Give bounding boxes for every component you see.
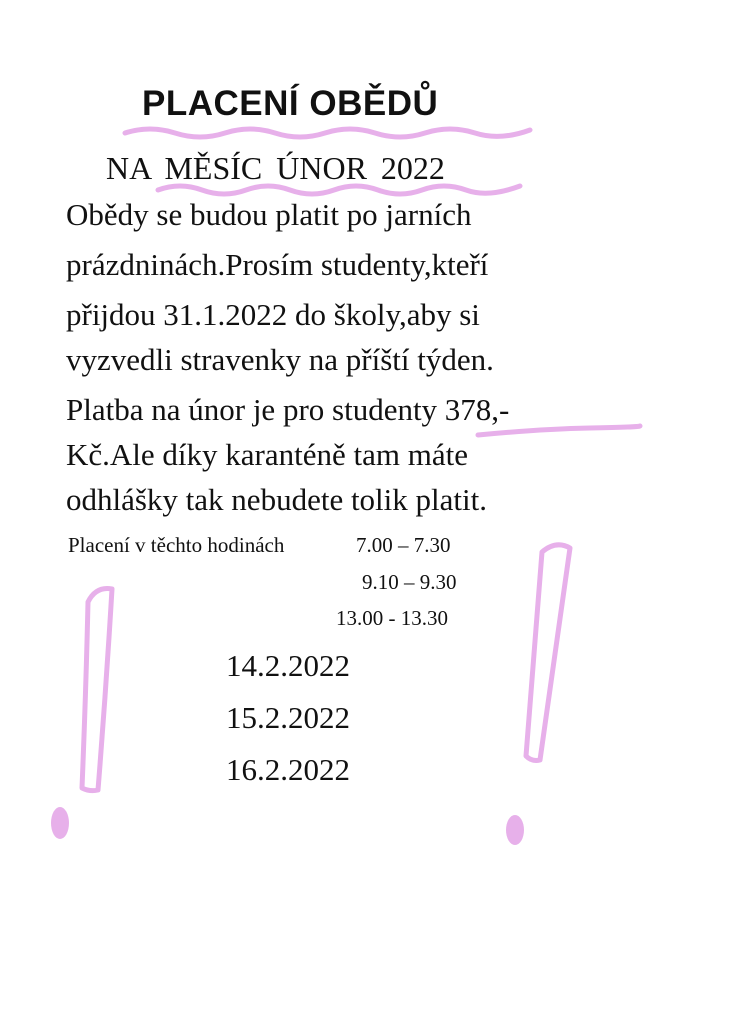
title-wavy-underline bbox=[125, 129, 530, 137]
hours-slot: 9.10 – 9.30 bbox=[362, 570, 457, 594]
hours-slot: 7.00 – 7.30 bbox=[356, 533, 451, 557]
right-exclamation-dot bbox=[506, 815, 524, 845]
body-line: prázdninách.Prosím studenty,kteří bbox=[66, 247, 489, 282]
page-title: PLACENÍ OBĚDŮ bbox=[142, 84, 439, 123]
body-line-price: Platba na únor je pro studenty 378,- bbox=[66, 392, 510, 427]
subtitle: NA MĚSÍC ÚNOR 2022 bbox=[106, 150, 445, 186]
body-line: Kč.Ale díky karanténě tam máte bbox=[66, 437, 468, 472]
payment-date: 16.2.2022 bbox=[226, 752, 350, 787]
body-line: Obědy se budou platit po jarních bbox=[66, 197, 472, 232]
subtitle-wavy-underline bbox=[158, 186, 520, 194]
body-line: vyzvedli stravenky na příští týden. bbox=[66, 342, 494, 377]
hours-label: Placení v těchto hodinách bbox=[68, 533, 285, 557]
left-exclamation-mark bbox=[82, 589, 112, 791]
body-line: odhlášky tak nebudete tolik platit. bbox=[66, 482, 487, 517]
body-line: přijdou 31.1.2022 do školy,aby si bbox=[66, 297, 480, 332]
left-exclamation-dot bbox=[51, 807, 69, 839]
right-exclamation-mark bbox=[526, 545, 570, 761]
payment-date: 15.2.2022 bbox=[226, 700, 350, 735]
payment-date: 14.2.2022 bbox=[226, 648, 350, 683]
hours-slot: 13.00 - 13.30 bbox=[336, 606, 448, 630]
